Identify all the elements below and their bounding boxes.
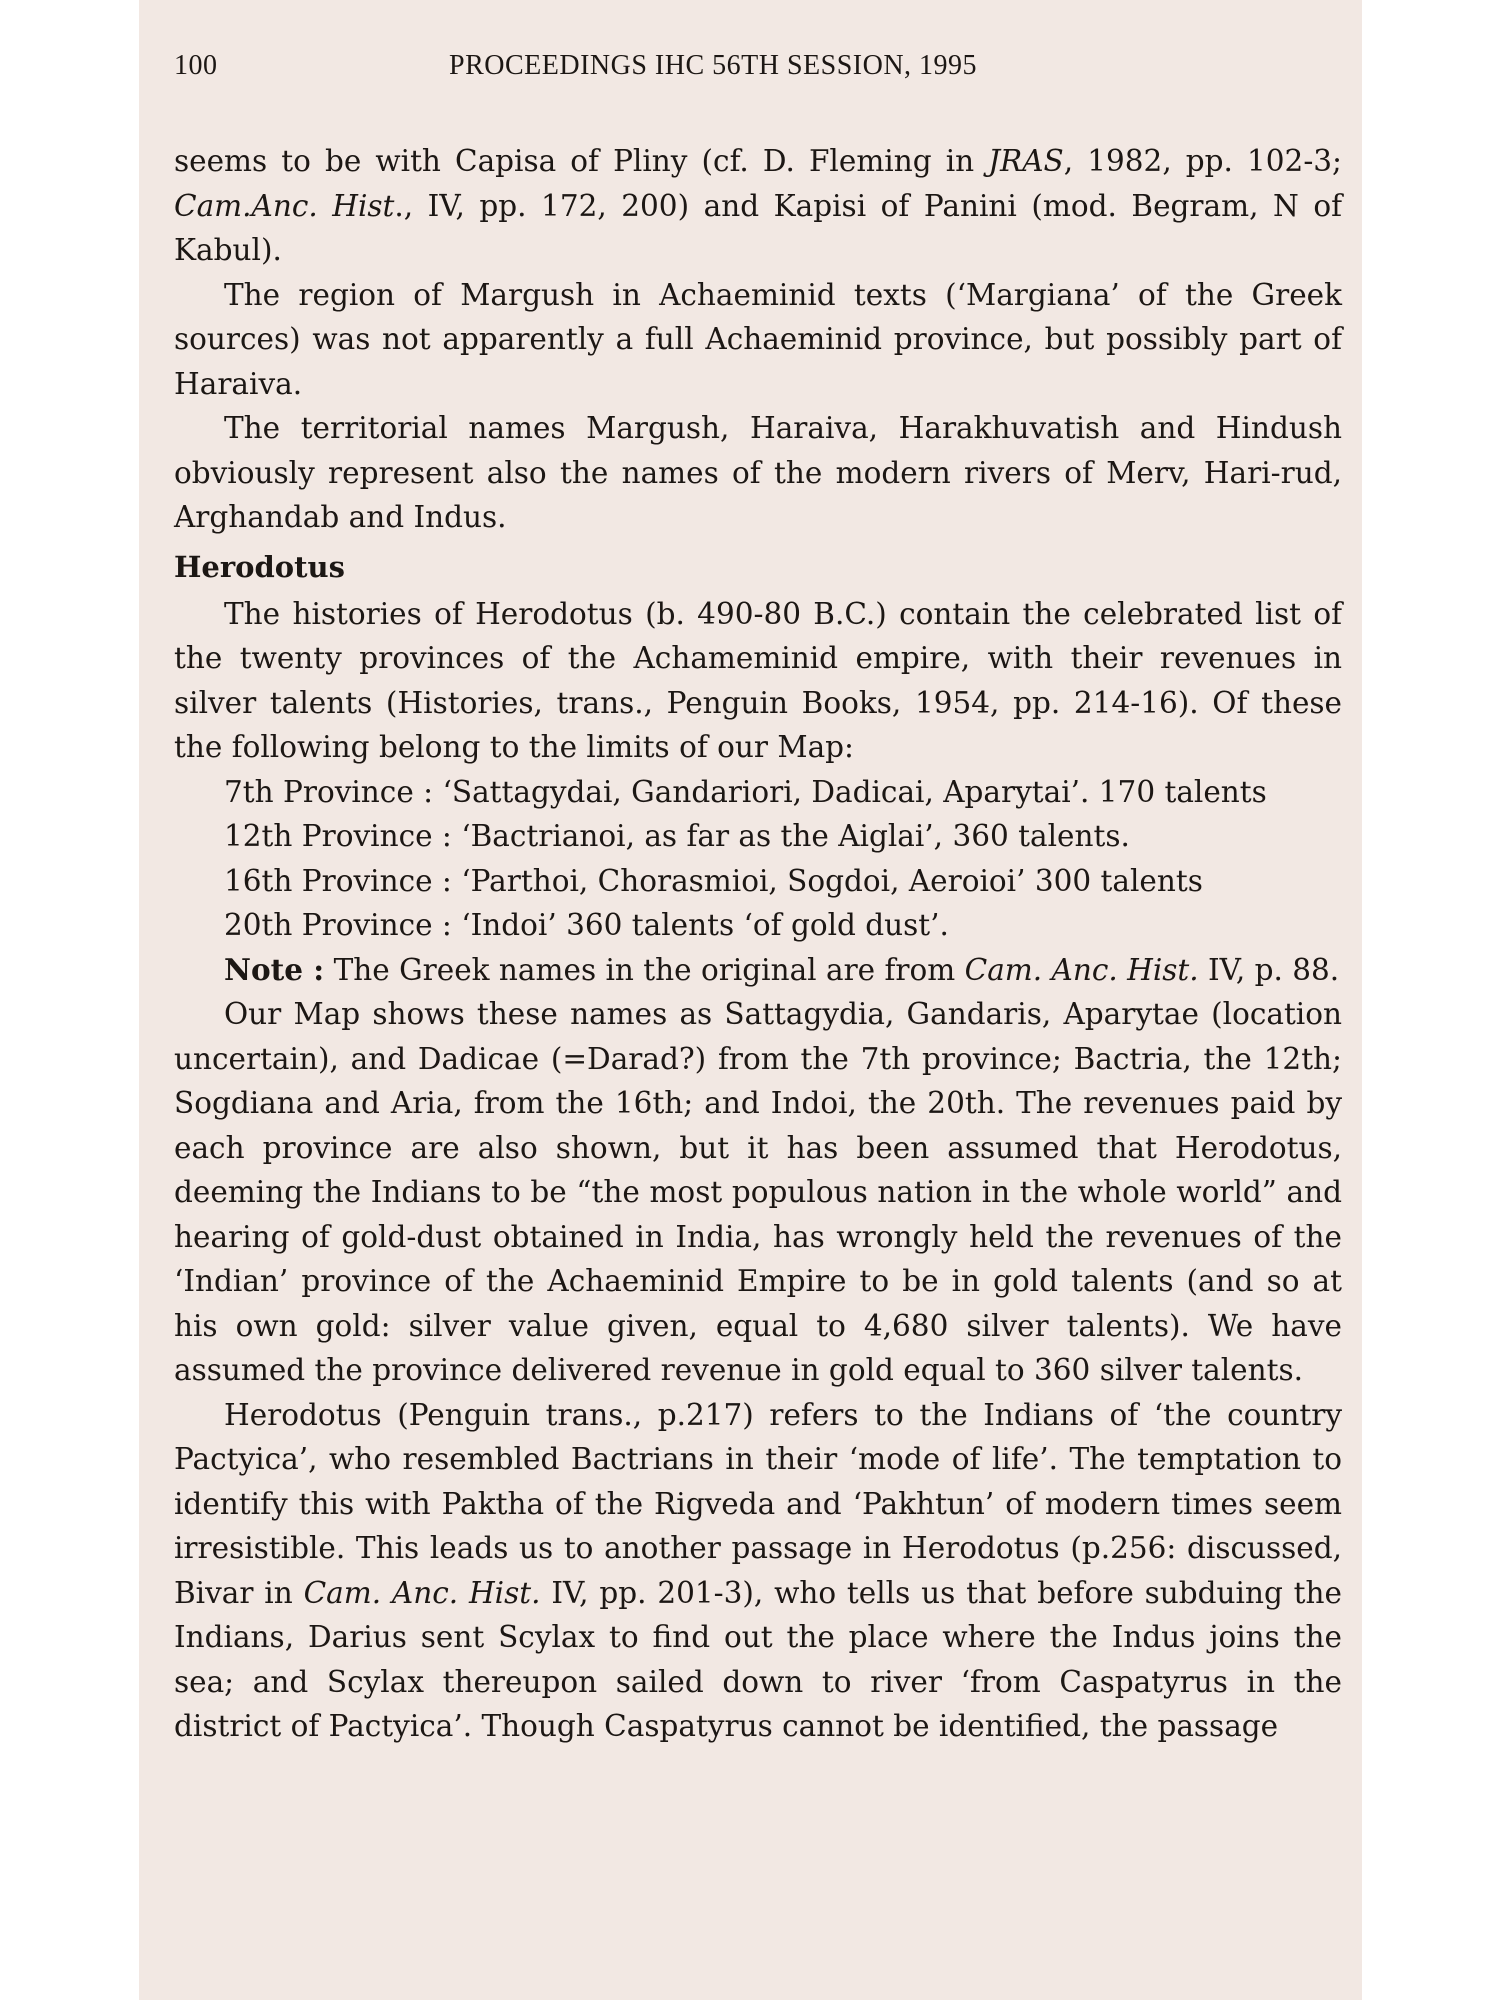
paragraph-capisa xyxy=(174,139,1342,273)
paragraph-territorial-names: The territorial names Margush, Haraiva, Harakhuvatish and Hindush obviously represent also the names of the modern rivers of Merv, Hari-rud, Arghandab and Indus. xyxy=(174,411,1342,534)
paragraph-margush: The region of Margush in Achaeminid texts (‘Margiana’ of the Greek sources) was not apparently a full Achaeminid province, but possibly part of Haraiva. xyxy=(174,277,1342,401)
italic-journal: JRAS xyxy=(988,144,1064,178)
text: Herodotus (Penguin trans., p.217) refers to the Indians of ‘the country Pactyica’, who resembled Bactrians in their ‘mode of life’. The temptation to identify this with Paktha of the Rigveda and ‘Pakhtun’ of modern times seem irresistible. This leads us to another passage in Herodotus (p.256: discussed, Bivar in xyxy=(174,1397,1342,1610)
text: , 1982, pp. 102-3; xyxy=(1063,144,1342,178)
text: The Greek names in the original are from xyxy=(324,952,965,987)
italic-reference: Cam. Anc. Hist. xyxy=(964,952,1199,987)
text: IV, p. 88. xyxy=(1198,952,1340,987)
text: seems to be with Capisa of Pliny (cf. D. Fleming in xyxy=(174,144,989,178)
note-label: Note : xyxy=(224,951,325,987)
page-number: 100 xyxy=(174,50,218,81)
province-20th: 20th Province : ‘Indoi’ 360 talents ‘of gold dust’. xyxy=(224,908,949,942)
text: ., IV, pp. 172, 200) and Kapisi of Panini (mod. Begram, N of Kabul). xyxy=(174,188,1343,267)
running-title: PROCEEDINGS IHC 56TH SESSION, 1995 xyxy=(449,50,978,81)
province-16th: 16th Province : ‘Parthoi, Chorasmioi, Sogdoi, Aeroioi’ 300 talents xyxy=(224,863,1203,898)
paragraph-pactyica xyxy=(174,1393,1342,1749)
page-header xyxy=(174,50,1324,90)
paragraph-histories: The histories of Herodotus (b. 490-80 B.C.) contain the celebrated list of the twenty provinces of the Achameminid empire, with their revenues in silver talents (Histories, trans., Penguin Books, 1954, pp. 214-16). Of these the following belong to the limits of our Map: xyxy=(174,596,1342,764)
italic-reference: Cam.Anc. Hist xyxy=(174,188,395,223)
book-page xyxy=(139,0,1362,2000)
section-heading-herodotus: Herodotus xyxy=(174,549,345,584)
note-paragraph xyxy=(174,948,1342,993)
province-12th: 12th Province : ‘Bactrianoi, as far as the Aiglai’, 360 talents. xyxy=(224,819,1130,853)
italic-reference: Cam. Anc. Hist. xyxy=(303,1575,541,1610)
page-body xyxy=(174,139,1342,1749)
province-7th: 7th Province : ‘Sattagydai, Gandariori, Dadicai, Aparytai’. 170 talents xyxy=(224,774,1267,809)
text: IV, pp. 201-3), who tells us that before subduing the Indians, Darius sent Scylax to find out the place where the Indus joins the sea; and Scylax thereupon sailed down to river ‘from Caspatyrus in the district of Pactyica’. Though Caspatyrus cannot be identified, the passage xyxy=(174,1575,1342,1743)
paragraph-map-names: Our Map shows these names as Sattagydia, Gandaris, Aparytae (location uncertain), and Dadicae (=Darad?) from the 7th province; Bactria, the 12th; Sogdiana and Aria, from the 16th; and Indoi, the 20th. The revenues paid by each province are also shown, but it has been assumed that Herodotus, deeming the Indians to be “the most populous nation in the whole world” and hearing of gold-dust obtained in India, has wrongly held the revenues of the ‘Indian’ province of the Achaeminid Empire to be in gold talents (and so at his own gold: silver value given, equal to 4,680 silver talents). We have assumed the province delivered revenue in gold equal to 360 silver talents. xyxy=(174,997,1342,1387)
